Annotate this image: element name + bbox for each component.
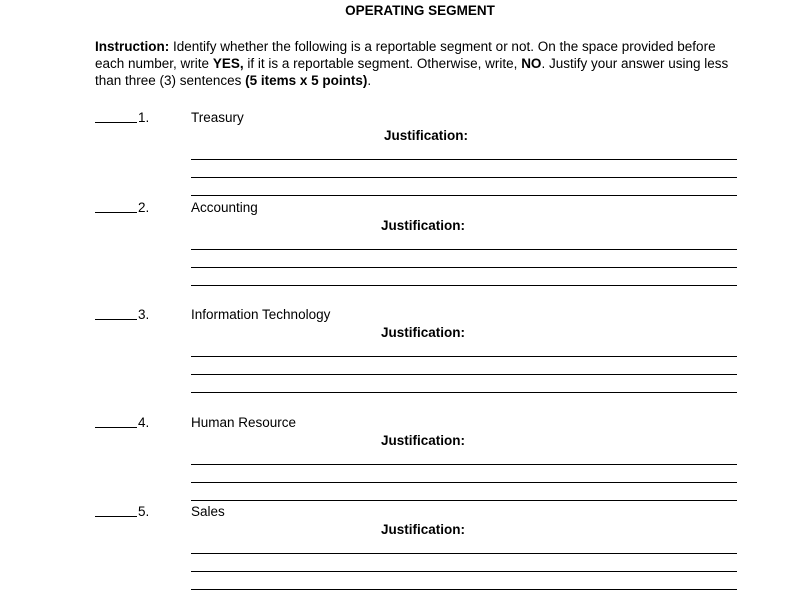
justification-line-4b[interactable]: [191, 482, 737, 483]
item-3: [0, 307, 798, 407]
justification-line-5b[interactable]: [191, 571, 737, 572]
instruction-points: (5 items x 5 points): [245, 73, 368, 88]
item-label-5: Sales: [191, 504, 225, 519]
item-label-1: Treasury: [191, 110, 244, 125]
instruction-end: .: [367, 73, 372, 88]
justification-label-4: Justification:: [381, 433, 466, 448]
instruction-text-3: . Justify your answer using less than three (3) sentences: [95, 56, 729, 88]
justification-line-1a[interactable]: [191, 159, 737, 160]
justification-label-5: Justification:: [381, 522, 466, 537]
instruction-paragraph: [95, 38, 735, 89]
justification-line-5a[interactable]: [191, 553, 737, 554]
justification-line-2a[interactable]: [191, 249, 737, 250]
answer-blank-5[interactable]: [95, 516, 137, 517]
item-number-2: 2.: [138, 200, 150, 215]
answer-blank-3[interactable]: [95, 319, 137, 320]
answer-blank-2[interactable]: [95, 212, 137, 213]
page-title: OPERATING SEGMENT: [345, 3, 495, 18]
justification-line-4c[interactable]: [191, 500, 737, 501]
justification-line-4a[interactable]: [191, 464, 737, 465]
justification-line-1b[interactable]: [191, 177, 737, 178]
justification-line-1c[interactable]: [191, 195, 737, 196]
instruction-text-2: if it is a reportable segment. Otherwise, write,: [243, 56, 522, 71]
item-5: [0, 504, 798, 604]
item-label-3: Information Technology: [191, 307, 331, 322]
justification-line-2b[interactable]: [191, 267, 737, 268]
instruction-yes: YES,: [212, 56, 244, 71]
justification-label-3: Justification:: [381, 325, 466, 340]
item-label-4: Human Resource: [191, 415, 297, 430]
instruction-text-1: Identify whether the following is a reportable segment or not. On the space provided before each number, write: [95, 39, 716, 71]
item-label-2: Accounting: [191, 200, 258, 215]
item-4: [0, 415, 798, 515]
answer-blank-4[interactable]: [95, 427, 137, 428]
justification-line-5c[interactable]: [191, 589, 737, 590]
item-1: [0, 110, 798, 210]
item-2: [0, 200, 798, 300]
justification-label-1: Justification:: [384, 128, 469, 143]
answer-blank-1[interactable]: [95, 122, 137, 123]
instruction-label: Instruction:: [95, 39, 170, 54]
instruction-no: NO: [521, 56, 542, 71]
justification-line-2c[interactable]: [191, 285, 737, 286]
justification-line-3b[interactable]: [191, 374, 737, 375]
item-number-3: 3.: [138, 307, 150, 322]
justification-label-2: Justification:: [381, 218, 466, 233]
item-number-4: 4.: [138, 415, 150, 430]
item-number-1: 1.: [138, 110, 150, 125]
justification-line-3a[interactable]: [191, 356, 737, 357]
justification-line-3c[interactable]: [191, 392, 737, 393]
item-number-5: 5.: [138, 504, 150, 519]
